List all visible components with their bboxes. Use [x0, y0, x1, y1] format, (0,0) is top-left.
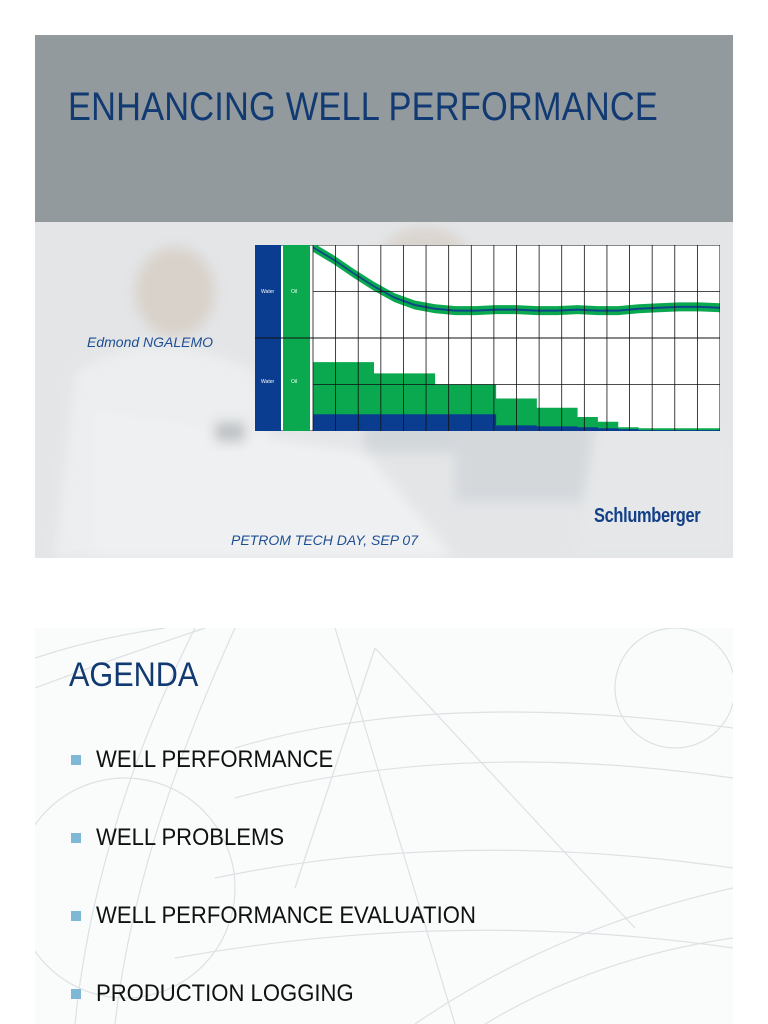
agenda-item — [71, 902, 509, 980]
agenda-item-label: WELL PERFORMANCE — [96, 746, 334, 773]
square-bullet-icon — [71, 755, 81, 765]
agenda-list — [71, 746, 509, 1024]
schlumberger-logo: Schlumberger — [594, 505, 701, 527]
agenda-item — [71, 824, 509, 902]
author-name: Edmond NGALEMO — [87, 334, 214, 350]
square-bullet-icon — [71, 833, 81, 843]
legend-label-oil: Oil — [291, 379, 298, 385]
legend-label-oil: Oil — [291, 289, 298, 295]
title-slide — [35, 35, 733, 558]
agenda-item-label: PRODUCTION LOGGING — [96, 980, 354, 1007]
agenda-item-label: WELL PERFORMANCE EVALUATION — [96, 902, 476, 929]
square-bullet-icon — [71, 989, 81, 999]
slide-header-band — [35, 35, 733, 222]
agenda-title: AGENDA — [69, 656, 199, 694]
event-label: PETROM TECH DAY, SEP 07 — [231, 532, 418, 548]
slide-title: ENHANCING WELL PERFORMANCE — [68, 85, 658, 129]
legend-label-water: Water — [261, 379, 275, 385]
legend-label-water: Water — [261, 289, 275, 295]
agenda-item — [71, 980, 509, 1024]
production-chart — [255, 245, 720, 431]
agenda-item — [71, 746, 509, 824]
agenda-slide — [35, 628, 733, 1024]
agenda-item-label: WELL PROBLEMS — [96, 824, 285, 851]
square-bullet-icon — [71, 911, 81, 921]
